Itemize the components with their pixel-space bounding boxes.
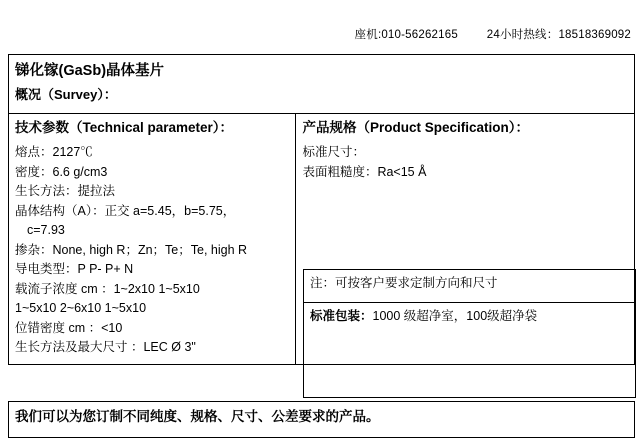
footer-text: 我们可以为您订制不同纯度、规格、尺寸、公差要求的产品。	[15, 409, 380, 424]
param-crystal-structure-cont: c=7.93	[27, 223, 65, 237]
param-dislocation-density: 位错密度 cm ：<10	[15, 320, 123, 335]
product-specification-heading: 产品规格（Product Specification）：	[302, 120, 529, 135]
param-carrier-concentration: 载流子浓度 cm ：1~2x10 1~5x10	[15, 281, 200, 296]
customization-note: 注：可按客户要求定制方向和尺寸	[310, 276, 498, 290]
param-melting-point: 熔点：2127℃	[15, 145, 93, 159]
packaging-value: 1000 级超净室，100级超净袋	[372, 309, 538, 323]
param-growth-max-size: 生长方法及最大尺寸 ：LEC Ø 3"	[15, 340, 196, 354]
table-row-footer	[9, 402, 635, 438]
param-conduction-type: 导电类型：P P- P+ N	[15, 262, 134, 276]
table-row-packaging	[304, 303, 636, 398]
param-density: 密度：6.6 g/cm3	[15, 164, 108, 179]
phone-number: 座机:010-56262165	[354, 29, 458, 41]
technical-parameter-heading: 技术参数（Technical parameter）：	[15, 120, 234, 135]
contact-bar	[0, 26, 643, 42]
footer-table	[8, 401, 635, 438]
survey-subtitle: 概况（Survey）：	[15, 87, 117, 102]
packaging-line	[310, 307, 629, 326]
spec-standard-size: 标准尺寸：	[302, 145, 365, 159]
page-title: 锑化镓(GaSb)晶体基片	[15, 63, 165, 79]
title-cell	[9, 55, 635, 114]
technical-parameter-cell	[9, 114, 296, 365]
param-doping: 掺杂：None, high R；Zn；Te；Te, high R	[15, 242, 248, 257]
packaging-label: 标准包装：	[310, 309, 373, 323]
note-cell	[304, 270, 636, 303]
hotline-number: 24小时热线：18518369092	[486, 29, 631, 41]
param-carrier-concentration-cont: 1~5x10 2~6x10 1~5x10	[15, 301, 147, 315]
table-row-title	[9, 55, 635, 114]
packaging-cell	[304, 303, 636, 398]
param-growth-method: 生长方法：提拉法	[15, 184, 116, 198]
right-sub-table	[303, 269, 636, 398]
table-row-note	[304, 270, 636, 303]
param-crystal-structure: 晶体结构（A）：正交 a=5.45，b=5.75，	[15, 203, 236, 218]
footer-cell	[9, 402, 635, 438]
spec-surface-roughness: 表面粗糙度：Ra<15 Å	[302, 164, 427, 179]
